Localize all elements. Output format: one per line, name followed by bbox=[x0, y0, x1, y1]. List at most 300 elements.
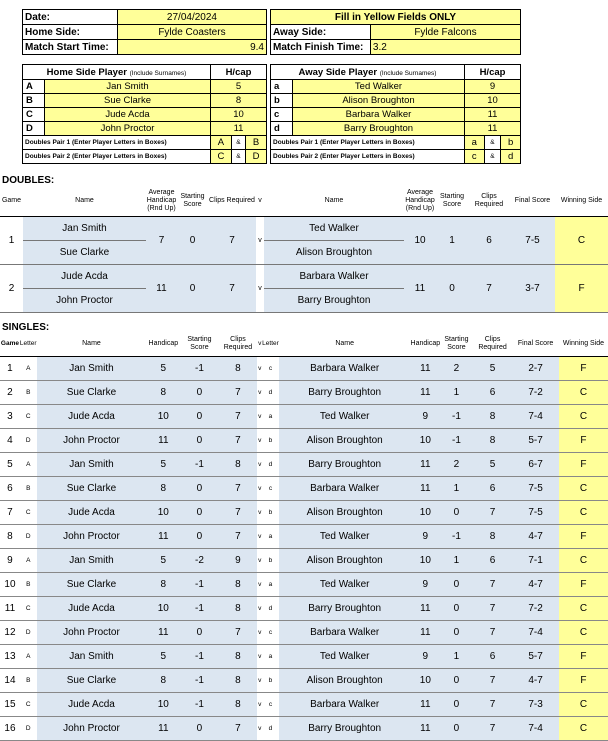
singles-away-clips: 7 bbox=[473, 692, 513, 716]
singles-home-hcap: 5 bbox=[146, 548, 180, 572]
doubles-away-clips: 6 bbox=[468, 216, 510, 264]
home-pair2-b[interactable]: D bbox=[246, 150, 267, 164]
doubles-away-player2: Alison Broughton bbox=[264, 240, 404, 264]
home-player-hcap-field[interactable]: 10 bbox=[211, 108, 267, 122]
away-pair1-a[interactable]: a bbox=[465, 136, 485, 150]
singles-v: v bbox=[257, 548, 262, 572]
singles-home-start: 0 bbox=[180, 476, 218, 500]
singles-home-hcap: 10 bbox=[146, 500, 180, 524]
doubles-header-start2: Starting Score bbox=[436, 186, 468, 216]
singles-home-letter: B bbox=[20, 476, 37, 500]
singles-winning-side: C bbox=[559, 500, 608, 524]
singles-away-name: Ted Walker bbox=[279, 404, 411, 428]
singles-home-name: Jude Acda bbox=[37, 692, 147, 716]
singles-away-hcap: 10 bbox=[411, 428, 441, 452]
singles-home-letter: A bbox=[20, 548, 37, 572]
start-time-label: Match Start Time: bbox=[23, 40, 118, 55]
singles-home-hcap: 10 bbox=[146, 404, 180, 428]
singles-away-name: Barry Broughton bbox=[279, 380, 411, 404]
singles-away-clips: 8 bbox=[473, 404, 513, 428]
home-side-label: Home Side: bbox=[23, 25, 118, 40]
singles-home-letter: A bbox=[20, 644, 37, 668]
singles-final-score: 7-4 bbox=[512, 404, 559, 428]
singles-v: v bbox=[257, 476, 262, 500]
away-side-field[interactable]: Fylde Falcons bbox=[370, 25, 520, 40]
doubles-header-avg2: Average Handicap (Rnd Up) bbox=[404, 186, 436, 216]
singles-away-clips: 6 bbox=[473, 548, 513, 572]
singles-away-start: 1 bbox=[440, 380, 473, 404]
singles-home-start: 0 bbox=[180, 620, 218, 644]
singles-away-name: Barbara Walker bbox=[279, 356, 411, 380]
singles-away-clips: 8 bbox=[473, 428, 513, 452]
singles-v: v bbox=[257, 572, 262, 596]
doubles-home-player1: Jude Acda bbox=[23, 264, 146, 288]
singles-home-letter: B bbox=[20, 380, 37, 404]
singles-home-start: 0 bbox=[180, 380, 218, 404]
singles-final-score: 7-2 bbox=[512, 380, 559, 404]
home-player-hcap-field[interactable]: 5 bbox=[211, 80, 267, 94]
home-players-table bbox=[22, 64, 267, 164]
singles-v: v bbox=[257, 692, 262, 716]
doubles-header-clips: Clips Required bbox=[208, 186, 256, 216]
singles-home-hcap: 8 bbox=[146, 380, 180, 404]
singles-away-start: -1 bbox=[440, 404, 473, 428]
home-player-hcap-field[interactable]: 11 bbox=[211, 122, 267, 136]
doubles-v: v bbox=[256, 264, 264, 312]
singles-home-clips: 8 bbox=[219, 668, 258, 692]
singles-home-letter: C bbox=[20, 692, 37, 716]
singles-final-score: 7-5 bbox=[512, 500, 559, 524]
singles-away-start: 0 bbox=[440, 620, 473, 644]
singles-final-score: 7-4 bbox=[512, 620, 559, 644]
home-pair2-amp: & bbox=[231, 150, 245, 164]
singles-game-number: 7 bbox=[0, 500, 20, 524]
singles-v: v bbox=[257, 524, 262, 548]
singles-home-hcap: 10 bbox=[146, 692, 180, 716]
doubles-game-number: 1 bbox=[0, 216, 23, 264]
singles-away-letter: c bbox=[262, 476, 279, 500]
singles-away-hcap: 11 bbox=[411, 380, 441, 404]
singles-home-start: 0 bbox=[180, 428, 218, 452]
singles-v: v bbox=[257, 500, 262, 524]
singles-away-hcap: 9 bbox=[411, 404, 441, 428]
singles-away-letter: b bbox=[262, 548, 279, 572]
away-player-letter: d bbox=[271, 122, 293, 136]
doubles-away-player2: Barry Broughton bbox=[264, 288, 404, 312]
singles-home-name: Jan Smith bbox=[37, 644, 147, 668]
singles-winning-side: C bbox=[559, 596, 608, 620]
doubles-v: v bbox=[256, 216, 264, 264]
singles-header-v: v bbox=[257, 332, 262, 356]
date-label: Date: bbox=[23, 10, 118, 25]
home-player-letter: C bbox=[23, 108, 45, 122]
singles-home-clips: 8 bbox=[219, 596, 258, 620]
singles-away-letter: c bbox=[262, 692, 279, 716]
singles-winning-side: F bbox=[559, 428, 608, 452]
singles-header-name: Name bbox=[37, 332, 147, 356]
doubles-header-name: Name bbox=[23, 186, 146, 216]
doubles-away-avg-hcap: 10 bbox=[404, 216, 436, 264]
singles-home-start: -1 bbox=[180, 356, 218, 380]
away-pair2-label: Doubles Pair 2 (Enter Player Letters in Boxes) bbox=[271, 150, 465, 164]
singles-game-number: 14 bbox=[0, 668, 20, 692]
singles-game-number: 9 bbox=[0, 548, 20, 572]
singles-home-hcap: 5 bbox=[146, 644, 180, 668]
singles-home-start: 0 bbox=[180, 404, 218, 428]
singles-header-name2: Name bbox=[279, 332, 411, 356]
singles-home-hcap: 11 bbox=[146, 620, 180, 644]
singles-home-start: 0 bbox=[180, 524, 218, 548]
singles-home-name: John Proctor bbox=[37, 428, 147, 452]
singles-away-clips: 8 bbox=[473, 524, 513, 548]
singles-away-start: 1 bbox=[440, 644, 473, 668]
singles-away-clips: 7 bbox=[473, 716, 513, 740]
home-player-letter: D bbox=[23, 122, 45, 136]
singles-game-number: 3 bbox=[0, 404, 20, 428]
singles-header-clips: Clips Required bbox=[219, 332, 258, 356]
singles-v: v bbox=[257, 620, 262, 644]
singles-winning-side: F bbox=[559, 452, 608, 476]
doubles-home-avg-hcap: 11 bbox=[146, 264, 177, 312]
singles-away-name: Barbara Walker bbox=[279, 620, 411, 644]
singles-row bbox=[0, 572, 608, 596]
singles-away-letter: d bbox=[262, 380, 279, 404]
singles-row bbox=[0, 428, 608, 452]
singles-away-letter: a bbox=[262, 524, 279, 548]
singles-v: v bbox=[257, 356, 262, 380]
away-player-name-field[interactable]: Barry Broughton bbox=[293, 122, 465, 136]
home-pair1-a[interactable]: A bbox=[211, 136, 232, 150]
singles-game-number: 13 bbox=[0, 644, 20, 668]
singles-header-letter: Letter bbox=[20, 332, 37, 356]
singles-away-name: Barry Broughton bbox=[279, 452, 411, 476]
doubles-away-start: 0 bbox=[436, 264, 468, 312]
singles-away-letter: b bbox=[262, 500, 279, 524]
singles-home-clips: 7 bbox=[219, 380, 258, 404]
singles-row bbox=[0, 668, 608, 692]
away-player-hcap-field[interactable]: 9 bbox=[465, 80, 521, 94]
singles-away-hcap: 10 bbox=[411, 668, 441, 692]
singles-home-hcap: 10 bbox=[146, 596, 180, 620]
singles-away-clips: 7 bbox=[473, 596, 513, 620]
singles-away-start: 1 bbox=[440, 548, 473, 572]
singles-home-start: -1 bbox=[180, 668, 218, 692]
singles-away-start: 2 bbox=[440, 356, 473, 380]
singles-away-hcap: 11 bbox=[411, 692, 441, 716]
singles-header-clips2: Clips Required bbox=[473, 332, 513, 356]
singles-home-letter: C bbox=[20, 404, 37, 428]
away-player-name-field[interactable]: Ted Walker bbox=[293, 80, 465, 94]
doubles-away-start: 1 bbox=[436, 216, 468, 264]
singles-away-name: Barry Broughton bbox=[279, 716, 411, 740]
doubles-final-score: 3-7 bbox=[510, 264, 555, 312]
away-player-row bbox=[271, 122, 521, 136]
singles-v: v bbox=[257, 716, 262, 740]
singles-game-number: 16 bbox=[0, 716, 20, 740]
singles-away-name: Ted Walker bbox=[279, 644, 411, 668]
singles-row bbox=[0, 716, 608, 740]
singles-winning-side: F bbox=[559, 356, 608, 380]
singles-title: SINGLES: bbox=[2, 322, 50, 333]
singles-home-name: Jan Smith bbox=[37, 356, 147, 380]
away-player-letter: a bbox=[271, 80, 293, 94]
singles-header-letter2: Letter bbox=[262, 332, 279, 356]
away-player-hcap-field[interactable]: 11 bbox=[465, 122, 521, 136]
home-pair2-label: Doubles Pair 2 (Enter Player Letters in Boxes) bbox=[23, 150, 211, 164]
start-time-field[interactable]: 9.4 bbox=[117, 40, 266, 55]
singles-final-score: 6-7 bbox=[512, 452, 559, 476]
singles-away-start: 0 bbox=[440, 500, 473, 524]
doubles-header-avg: Average Handicap (Rnd Up) bbox=[146, 186, 177, 216]
singles-home-hcap: 11 bbox=[146, 524, 180, 548]
singles-row bbox=[0, 644, 608, 668]
singles-away-clips: 7 bbox=[473, 620, 513, 644]
singles-row bbox=[0, 548, 608, 572]
singles-home-letter: D bbox=[20, 620, 37, 644]
doubles-header-start: Starting Score bbox=[177, 186, 208, 216]
singles-away-name: Ted Walker bbox=[279, 572, 411, 596]
singles-away-hcap: 11 bbox=[411, 620, 441, 644]
singles-game-number: 8 bbox=[0, 524, 20, 548]
singles-home-name: Jan Smith bbox=[37, 452, 147, 476]
singles-away-name: Barbara Walker bbox=[279, 692, 411, 716]
singles-home-start: -1 bbox=[180, 644, 218, 668]
away-pair2-b[interactable]: d bbox=[501, 150, 521, 164]
home-side-field[interactable]: Fylde Coasters bbox=[117, 25, 266, 40]
singles-table bbox=[0, 332, 608, 741]
singles-home-hcap: 8 bbox=[146, 572, 180, 596]
singles-v: v bbox=[257, 380, 262, 404]
singles-away-hcap: 11 bbox=[411, 356, 441, 380]
away-player-row bbox=[271, 108, 521, 122]
away-player-row bbox=[271, 80, 521, 94]
singles-away-hcap: 10 bbox=[411, 500, 441, 524]
doubles-winning-side: C bbox=[555, 216, 608, 264]
singles-home-letter: A bbox=[20, 356, 37, 380]
singles-home-letter: B bbox=[20, 572, 37, 596]
singles-home-start: -1 bbox=[180, 572, 218, 596]
singles-away-start: 0 bbox=[440, 596, 473, 620]
singles-final-score: 7-4 bbox=[512, 716, 559, 740]
singles-away-hcap: 10 bbox=[411, 548, 441, 572]
away-players-table bbox=[270, 64, 521, 164]
singles-home-letter: D bbox=[20, 428, 37, 452]
doubles-home-player2: John Proctor bbox=[23, 288, 146, 312]
singles-away-clips: 6 bbox=[473, 476, 513, 500]
doubles-away-player1: Barbara Walker bbox=[264, 264, 404, 288]
singles-home-clips: 7 bbox=[219, 404, 258, 428]
singles-winning-side: F bbox=[559, 668, 608, 692]
singles-home-name: John Proctor bbox=[37, 620, 147, 644]
doubles-home-clips: 7 bbox=[208, 216, 256, 264]
singles-home-name: Sue Clarke bbox=[37, 476, 147, 500]
singles-winning-side: C bbox=[559, 716, 608, 740]
home-player-row bbox=[23, 122, 267, 136]
singles-home-hcap: 8 bbox=[146, 668, 180, 692]
singles-away-letter: b bbox=[262, 428, 279, 452]
doubles-home-player1: Jan Smith bbox=[23, 216, 146, 240]
home-info-table bbox=[22, 9, 267, 55]
singles-home-clips: 7 bbox=[219, 428, 258, 452]
singles-game-number: 2 bbox=[0, 380, 20, 404]
singles-home-name: Sue Clarke bbox=[37, 380, 147, 404]
home-pair2-a[interactable]: C bbox=[211, 150, 232, 164]
doubles-winning-side: F bbox=[555, 264, 608, 312]
doubles-header-final: Final Score bbox=[510, 186, 555, 216]
singles-away-clips: 5 bbox=[473, 356, 513, 380]
singles-game-number: 6 bbox=[0, 476, 20, 500]
singles-away-start: 0 bbox=[440, 572, 473, 596]
doubles-header-winner: Winning Side bbox=[555, 186, 608, 216]
doubles-row bbox=[0, 216, 608, 240]
singles-away-letter: d bbox=[262, 716, 279, 740]
singles-v: v bbox=[257, 428, 262, 452]
fill-notice: Fill in Yellow Fields ONLY bbox=[271, 10, 521, 25]
singles-home-letter: C bbox=[20, 500, 37, 524]
singles-home-clips: 7 bbox=[219, 500, 258, 524]
home-player-hcap-field[interactable]: 8 bbox=[211, 94, 267, 108]
singles-header-winner: Winning Side bbox=[559, 332, 608, 356]
singles-winning-side: C bbox=[559, 548, 608, 572]
singles-away-name: Ted Walker bbox=[279, 524, 411, 548]
singles-v: v bbox=[257, 668, 262, 692]
doubles-header-clips2: Clips Required bbox=[468, 186, 510, 216]
away-info-table bbox=[270, 9, 521, 55]
away-player-hcap-field[interactable]: 11 bbox=[465, 108, 521, 122]
singles-winning-side: F bbox=[559, 524, 608, 548]
singles-away-clips: 5 bbox=[473, 452, 513, 476]
singles-home-letter: B bbox=[20, 668, 37, 692]
singles-game-number: 10 bbox=[0, 572, 20, 596]
doubles-final-score: 7-5 bbox=[510, 216, 555, 264]
singles-away-name: Alison Broughton bbox=[279, 548, 411, 572]
finish-time-field[interactable]: 3.2 bbox=[370, 40, 520, 55]
singles-away-start: 0 bbox=[440, 668, 473, 692]
singles-winning-side: F bbox=[559, 644, 608, 668]
singles-home-letter: C bbox=[20, 596, 37, 620]
singles-v: v bbox=[257, 452, 262, 476]
singles-row bbox=[0, 620, 608, 644]
singles-home-start: -1 bbox=[180, 596, 218, 620]
singles-home-letter: D bbox=[20, 716, 37, 740]
home-player-name-field[interactable]: Jude Acda bbox=[45, 108, 211, 122]
singles-final-score: 7-5 bbox=[512, 476, 559, 500]
singles-away-start: -1 bbox=[440, 428, 473, 452]
away-player-header: Away Side Player (Include Surnames) bbox=[271, 65, 465, 80]
singles-home-name: Jude Acda bbox=[37, 404, 147, 428]
singles-away-letter: d bbox=[262, 596, 279, 620]
doubles-header-v: v bbox=[256, 186, 264, 216]
home-pair1-b[interactable]: B bbox=[246, 136, 267, 150]
singles-home-clips: 8 bbox=[219, 692, 258, 716]
away-pair1-b[interactable]: b bbox=[501, 136, 521, 150]
away-player-letter: c bbox=[271, 108, 293, 122]
singles-header-game: Game bbox=[0, 332, 20, 356]
away-player-name-field[interactable]: Barbara Walker bbox=[293, 108, 465, 122]
singles-home-name: John Proctor bbox=[37, 524, 147, 548]
away-side-label: Away Side: bbox=[271, 25, 371, 40]
singles-header-final: Final Score bbox=[512, 332, 559, 356]
singles-winning-side: F bbox=[559, 572, 608, 596]
singles-away-clips: 6 bbox=[473, 380, 513, 404]
singles-home-hcap: 8 bbox=[146, 476, 180, 500]
home-pair1-amp: & bbox=[231, 136, 245, 150]
singles-home-name: Sue Clarke bbox=[37, 668, 147, 692]
singles-away-start: -1 bbox=[440, 524, 473, 548]
home-player-row bbox=[23, 108, 267, 122]
singles-header-start: Starting Score bbox=[180, 332, 218, 356]
home-player-name-field[interactable]: Jan Smith bbox=[45, 80, 211, 94]
singles-away-hcap: 11 bbox=[411, 476, 441, 500]
home-player-name-field[interactable]: John Proctor bbox=[45, 122, 211, 136]
singles-row bbox=[0, 380, 608, 404]
singles-away-clips: 7 bbox=[473, 668, 513, 692]
doubles-home-avg-hcap: 7 bbox=[146, 216, 177, 264]
singles-game-number: 12 bbox=[0, 620, 20, 644]
away-hcap-header: H/cap bbox=[465, 65, 521, 80]
singles-away-name: Alison Broughton bbox=[279, 428, 411, 452]
doubles-home-start: 0 bbox=[177, 216, 208, 264]
doubles-header-name2: Name bbox=[264, 186, 404, 216]
singles-game-number: 4 bbox=[0, 428, 20, 452]
singles-away-letter: c bbox=[262, 356, 279, 380]
singles-final-score: 7-3 bbox=[512, 692, 559, 716]
singles-home-start: -1 bbox=[180, 452, 218, 476]
date-field[interactable]: 27/04/2024 bbox=[117, 10, 266, 25]
away-pair1-label: Doubles Pair 1 (Enter Player Letters in Boxes) bbox=[271, 136, 465, 150]
home-pair1-label: Doubles Pair 1 (Enter Player Letters in Boxes) bbox=[23, 136, 211, 150]
singles-home-clips: 7 bbox=[219, 524, 258, 548]
singles-away-letter: b bbox=[262, 668, 279, 692]
home-player-name-field[interactable]: Sue Clarke bbox=[45, 94, 211, 108]
singles-v: v bbox=[257, 644, 262, 668]
singles-away-hcap: 9 bbox=[411, 572, 441, 596]
doubles-game-number: 2 bbox=[0, 264, 23, 312]
singles-away-letter: a bbox=[262, 644, 279, 668]
away-pair1-amp: & bbox=[484, 136, 501, 150]
doubles-row bbox=[0, 264, 608, 288]
singles-home-hcap: 5 bbox=[146, 452, 180, 476]
singles-home-clips: 8 bbox=[219, 644, 258, 668]
singles-home-name: John Proctor bbox=[37, 716, 147, 740]
home-player-letter: B bbox=[23, 94, 45, 108]
singles-home-clips: 7 bbox=[219, 476, 258, 500]
home-player-row bbox=[23, 80, 267, 94]
singles-game-number: 15 bbox=[0, 692, 20, 716]
singles-away-clips: 7 bbox=[473, 572, 513, 596]
singles-row bbox=[0, 452, 608, 476]
singles-home-start: 0 bbox=[180, 716, 218, 740]
singles-v: v bbox=[257, 596, 262, 620]
singles-final-score: 7-1 bbox=[512, 548, 559, 572]
singles-final-score: 4-7 bbox=[512, 572, 559, 596]
home-player-row bbox=[23, 94, 267, 108]
singles-away-name: Alison Broughton bbox=[279, 500, 411, 524]
away-player-name-field[interactable]: Alison Broughton bbox=[293, 94, 465, 108]
away-player-hcap-field[interactable]: 10 bbox=[465, 94, 521, 108]
singles-game-number: 11 bbox=[0, 596, 20, 620]
doubles-away-player1: Ted Walker bbox=[264, 216, 404, 240]
singles-home-start: -1 bbox=[180, 692, 218, 716]
doubles-away-clips: 7 bbox=[468, 264, 510, 312]
singles-away-hcap: 11 bbox=[411, 452, 441, 476]
singles-home-clips: 8 bbox=[219, 452, 258, 476]
singles-header-hcap: Handicap bbox=[146, 332, 180, 356]
doubles-home-start: 0 bbox=[177, 264, 208, 312]
away-pair2-a[interactable]: c bbox=[465, 150, 485, 164]
singles-away-start: 0 bbox=[440, 716, 473, 740]
singles-row bbox=[0, 476, 608, 500]
